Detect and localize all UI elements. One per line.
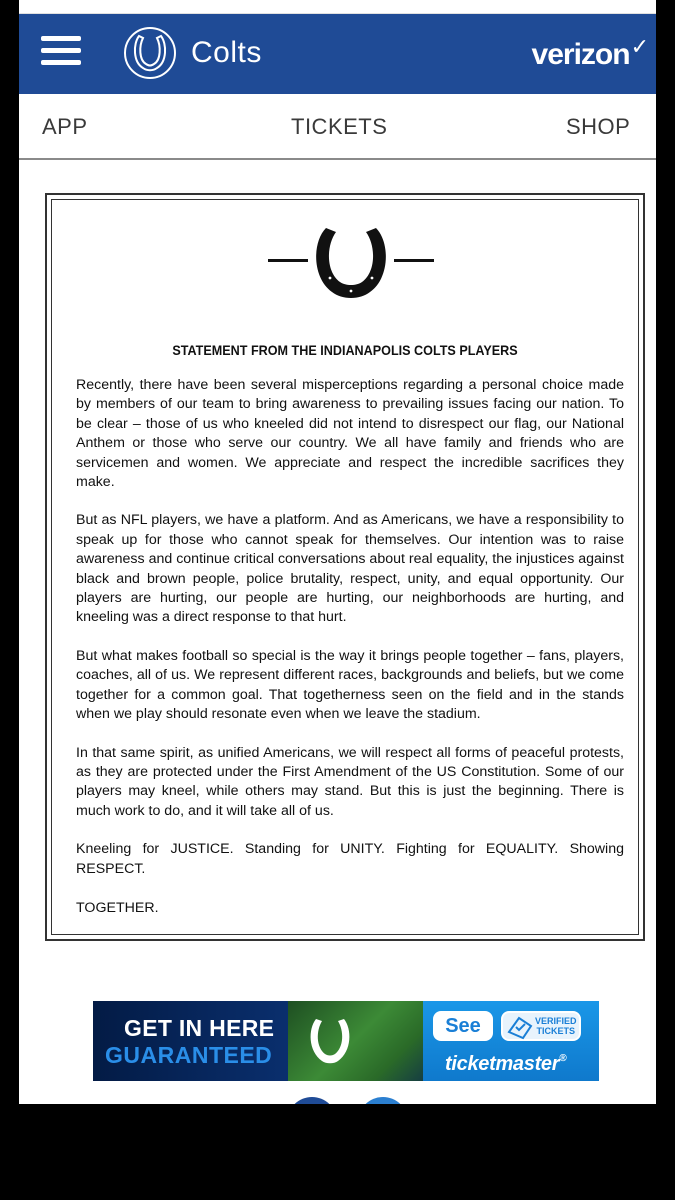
ticketmaster-name: ticketmaster bbox=[445, 1053, 560, 1075]
ad-subheadline: GUARANTEED bbox=[105, 1042, 273, 1068]
colts-horseshoe-icon bbox=[268, 222, 434, 302]
sub-navigation bbox=[19, 94, 656, 160]
twitter-share-icon[interactable] bbox=[358, 1097, 408, 1104]
horseshoe-logo-icon[interactable] bbox=[123, 26, 177, 80]
app-title[interactable]: Colts bbox=[191, 36, 262, 69]
statement-heading: STATEMENT FROM THE INDIANAPOLIS COLTS PLAYERS bbox=[172, 342, 518, 358]
statement-body bbox=[76, 376, 624, 938]
hamburger-menu-icon[interactable] bbox=[41, 36, 81, 70]
ticketmaster-ad-banner[interactable] bbox=[93, 1001, 599, 1081]
ad-text-panel bbox=[93, 1001, 291, 1081]
statement-closing: TOGETHER. bbox=[76, 899, 159, 916]
carrier-name: verizon bbox=[531, 38, 630, 71]
statement-paragraph: Kneeling for JUSTICE. Standing for UNITY. Fighting for EQUALITY. Showing RESPECT. bbox=[76, 841, 624, 877]
ad-horseshoe-icon bbox=[300, 1011, 360, 1071]
facebook-share-icon[interactable] bbox=[287, 1097, 337, 1104]
statement-image bbox=[45, 193, 645, 941]
statement-paragraph: But as NFL players, we have a platform. And as Americans, we have a responsibility to speak up for those who cannot speak for themselves. Our intention was to raise awareness and continue critical conversations about real equality, the injustices against black and brown people, police brutality, respect, unity, and equal opportunity. Our players are hurting, our people are hurting, our neighborhoods are hurting, and kneeling was a direct response to that hurt. bbox=[76, 512, 624, 626]
statement-paragraph: In that same spirit, as unified Americans, we will respect all forms of peaceful protests, as they are protected under the First Amendment of the US Constitution. Some of our players may kneel, while others may stand. But this is just the beginning. There is much work to do, and it will take all of us. bbox=[76, 744, 624, 819]
registered-mark: ® bbox=[559, 1053, 567, 1064]
ad-see-badge: See bbox=[433, 1011, 493, 1041]
nav-shop-link[interactable]: SHOP bbox=[566, 114, 631, 139]
ad-ticketmaster-panel bbox=[423, 1001, 599, 1081]
nav-tickets-link[interactable]: TICKETS bbox=[291, 114, 388, 139]
page bbox=[19, 0, 656, 1104]
ticketmaster-wordmark bbox=[445, 1053, 566, 1076]
carrier-check-icon: ✓ bbox=[630, 34, 648, 59]
verified-line-2: TICKETS bbox=[536, 1026, 576, 1036]
status-strip bbox=[19, 0, 656, 14]
nav-app-link[interactable]: APP bbox=[42, 114, 88, 139]
statement-paragraph: But what makes football so special is the way it brings people together – fans, players, coaches, all of us. We represent different races, backgrounds and beliefs, but we come together for a common goal. That togetherness seen on the field and in the stands when we play should resonate even when we leave the stadium. bbox=[76, 647, 624, 723]
statement-paragraph: Recently, there have been several misperceptions regarding a personal choice made by members of our team to bring awareness to prevailing issues facing our nation. To be clear – those of us who kneeled did not intend to disrespect our flag, our National Anthem or those who serve our country. We all have family and friends who are servicemen and women. We appreciate and respect the incredible sacrifices they make. bbox=[76, 377, 624, 491]
verified-tickets-badge bbox=[501, 1011, 581, 1041]
app-header bbox=[19, 14, 656, 94]
ad-headline: GET IN HERE bbox=[124, 1015, 275, 1041]
verified-tickets-label bbox=[535, 1016, 577, 1036]
verified-line-1: VERIFIED bbox=[535, 1016, 577, 1026]
statement-frame bbox=[51, 199, 639, 935]
carrier-logo bbox=[531, 34, 648, 72]
verified-ticket-icon bbox=[505, 1014, 535, 1040]
